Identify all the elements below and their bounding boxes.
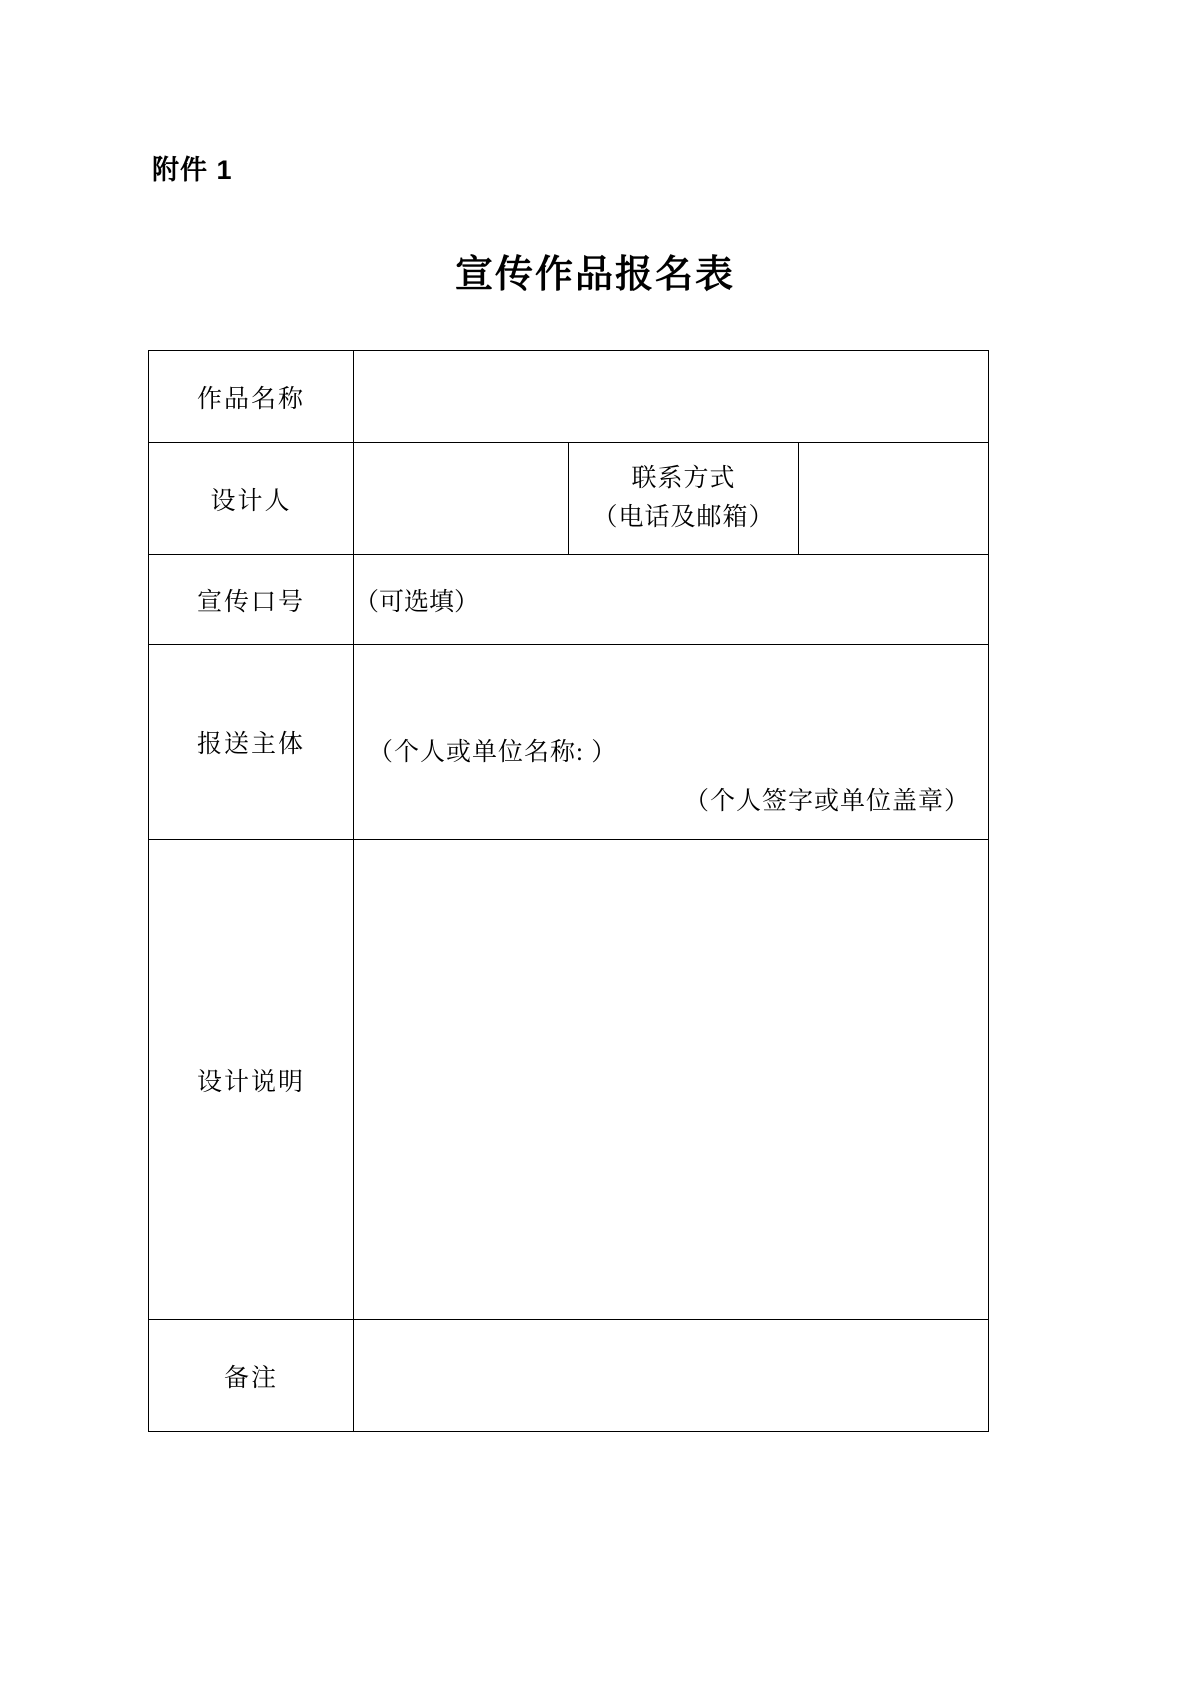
attachment-label: 附件 1 [152, 155, 233, 185]
table-row [149, 555, 989, 645]
field-label-designer: 设计人 [149, 443, 354, 555]
field-label-design-description: 设计说明 [149, 840, 354, 1320]
field-label-slogan: 宣传口号 [149, 555, 354, 645]
table-row [149, 840, 989, 1320]
field-label-contact [569, 443, 799, 555]
contact-label-line1: 联系方式 [631, 464, 736, 492]
submitter-name-hint: （个人或单位名称: ） [368, 739, 618, 766]
field-label-submitter: 报送主体 [149, 645, 354, 840]
field-label-remark: 备注 [149, 1320, 354, 1432]
table-row [149, 443, 989, 555]
registration-form-table [148, 350, 989, 1432]
field-value-work-name[interactable] [354, 351, 989, 443]
table-row [149, 351, 989, 443]
field-value-designer[interactable] [354, 443, 569, 555]
field-value-slogan[interactable]: （可选填） [354, 555, 989, 645]
table-row [149, 1320, 989, 1432]
submitter-signature-hint: （个人签字或单位盖章） [684, 788, 971, 815]
field-label-work-name: 作品名称 [149, 351, 354, 443]
field-value-remark[interactable] [354, 1320, 989, 1432]
field-value-design-description[interactable] [354, 840, 989, 1320]
contact-label-line2: （电话及邮箱） [592, 503, 775, 531]
field-value-submitter[interactable] [354, 645, 989, 840]
field-value-contact[interactable] [799, 443, 989, 555]
page-title: 宣传作品报名表 [454, 254, 735, 296]
table-row [149, 645, 989, 840]
